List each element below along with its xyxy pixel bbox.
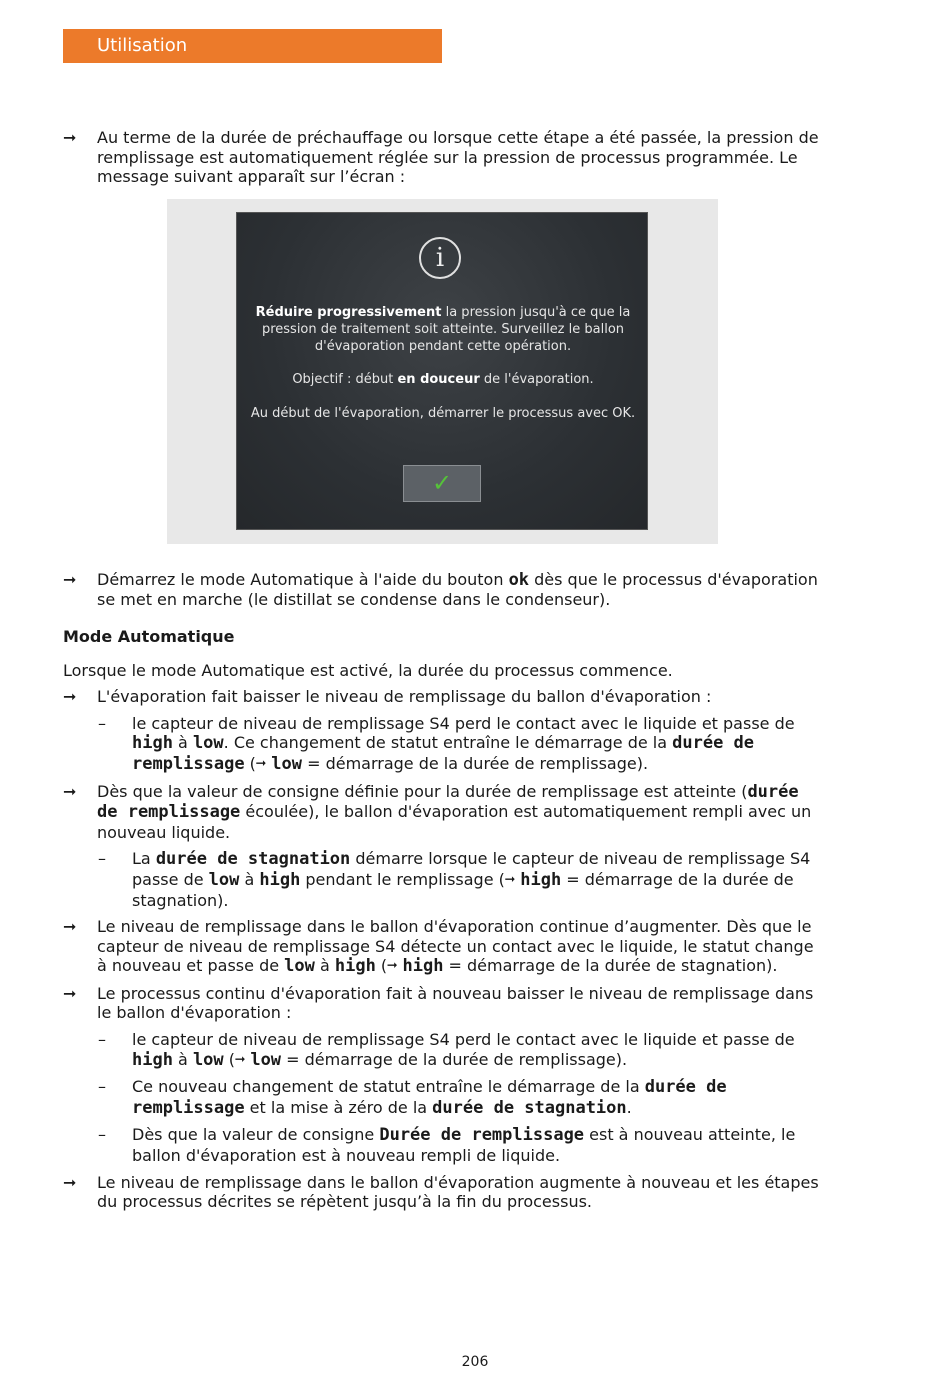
text: = démarrage de la durée de stagnation). bbox=[443, 956, 778, 976]
dash: – bbox=[98, 1125, 106, 1145]
checkmark-icon: ✓ bbox=[431, 468, 453, 497]
dash: – bbox=[98, 849, 106, 869]
text: est à nouveau atteinte, le ballon d'évaporation est à nouveau rempli de liquide. bbox=[132, 1125, 796, 1166]
term-high: high bbox=[259, 869, 301, 890]
text: le capteur de niveau de remplissage S4 perd le contact avec le liquide et passe de bbox=[132, 1030, 795, 1050]
term-low: low bbox=[192, 733, 224, 754]
arrow-icon: ➞ bbox=[63, 917, 77, 937]
term-low: low bbox=[250, 1049, 282, 1070]
substep bbox=[63, 1077, 823, 1118]
screen-bold-text: Réduire progressivement bbox=[255, 304, 442, 320]
term-fill: durée de remplissage bbox=[132, 1077, 727, 1118]
substep bbox=[63, 1030, 823, 1070]
text: Dès que la valeur de consigne bbox=[132, 1125, 380, 1145]
screen-text: Objectif : début bbox=[292, 371, 398, 387]
text: pendant le remplissage ( bbox=[300, 869, 505, 889]
text: L'évaporation fait baisser le niveau de remplissage du ballon d'évaporation : bbox=[97, 687, 712, 707]
dash: – bbox=[98, 713, 106, 733]
term-high: high bbox=[132, 733, 173, 754]
text: ( bbox=[375, 956, 388, 976]
step-5 bbox=[63, 1173, 823, 1212]
screen-text: pression de traitement soit atteinte. Surveillez le ballon bbox=[261, 321, 625, 337]
screen-bold-text: en douceur bbox=[397, 371, 480, 387]
text: . Ce changement de statut entraîne le démarrage de la bbox=[223, 733, 673, 753]
arrow-icon: ➞ bbox=[63, 1172, 77, 1192]
term-low: low bbox=[192, 1049, 224, 1070]
arrow-icon: ➞ bbox=[255, 753, 267, 774]
text: à bbox=[172, 733, 193, 753]
text: Démarrez le mode Automatique à l'aide du bouton bbox=[97, 569, 509, 589]
page-number: 206 bbox=[461, 1354, 489, 1370]
term-fill: durée de remplissage bbox=[132, 733, 755, 774]
arrow-icon: ➞ bbox=[63, 781, 77, 801]
term-high: high bbox=[334, 956, 376, 977]
step-start bbox=[63, 570, 823, 610]
text: La bbox=[132, 849, 156, 869]
arrow-icon: ➞ bbox=[504, 869, 516, 890]
arrow-icon: ➞ bbox=[63, 128, 77, 147]
term-high: high bbox=[520, 869, 562, 890]
text: Le processus continu d'évaporation fait à nouveau baisser le niveau de remplissage dans le ballon d'évaporation : bbox=[97, 983, 814, 1023]
text: Ce nouveau changement de statut entraîne le démarrage de la bbox=[132, 1077, 645, 1097]
info-icon: i bbox=[419, 237, 461, 279]
text: à bbox=[172, 1049, 193, 1069]
step-1 bbox=[63, 687, 823, 707]
screen-start-line: Au début de l'évaporation, démarrer le processus avec OK. bbox=[250, 405, 636, 421]
section-heading: Mode Automatique bbox=[63, 626, 235, 646]
text: ( bbox=[244, 753, 256, 773]
text: ( bbox=[223, 1049, 235, 1069]
text: et la mise à zéro de la bbox=[244, 1097, 433, 1117]
arrow-icon: ➞ bbox=[63, 569, 77, 589]
term-high: high bbox=[402, 956, 444, 977]
screenshot-figure bbox=[167, 199, 718, 544]
text: écoulée), le ballon d'évaporation est automatiquement rempli avec un nouveau liquide. bbox=[97, 802, 812, 842]
section-intro: Lorsque le mode Automatique est activé, la durée du processus commence. bbox=[63, 660, 673, 680]
term-fill: durée de remplissage bbox=[97, 781, 799, 823]
arrow-icon: ➞ bbox=[387, 956, 398, 977]
ok-button[interactable] bbox=[403, 465, 481, 502]
screen-objective bbox=[247, 371, 639, 388]
substep bbox=[63, 714, 823, 775]
page-content bbox=[63, 128, 823, 1219]
screen-message bbox=[247, 304, 639, 355]
term-low: low bbox=[284, 956, 315, 977]
ok-term: ok bbox=[508, 569, 530, 590]
device-screen bbox=[236, 212, 648, 530]
step-4-subs bbox=[63, 1030, 823, 1166]
term-stag: durée de stagnation bbox=[432, 1097, 627, 1118]
arrow-icon: ➞ bbox=[63, 687, 77, 707]
text: le capteur de niveau de remplissage S4 perd le contact avec le liquide et passe de bbox=[132, 713, 795, 733]
text: démarre lorsque le capteur de niveau de remplissage S4 passe de bbox=[132, 849, 811, 889]
dash: – bbox=[98, 1030, 106, 1050]
step-4 bbox=[63, 984, 823, 1023]
dash: – bbox=[98, 1077, 106, 1097]
text: à bbox=[314, 956, 335, 976]
text: Dès que la valeur de consigne définie pour la durée de remplissage est atteinte ( bbox=[97, 781, 748, 801]
step-3 bbox=[63, 917, 823, 977]
term-stag: durée de stagnation bbox=[155, 849, 351, 870]
step-1-sub bbox=[63, 714, 823, 775]
text: Le niveau de remplissage dans le ballon d'évaporation augmente à nouveau et les étapes du processus décrites se répètent jusqu’à la fin du processus. bbox=[97, 1172, 819, 1212]
substep bbox=[63, 849, 823, 910]
term-low: low bbox=[208, 869, 240, 890]
chapter-header bbox=[63, 29, 442, 63]
screen-text: d'évaporation pendant cette opération. bbox=[314, 338, 572, 354]
screen-text: la pression jusqu'à ce que la bbox=[441, 304, 631, 320]
text: à bbox=[239, 869, 260, 889]
step-intro bbox=[63, 128, 823, 187]
step-text: Au terme de la durée de préchauffage ou lorsque cette étape a été passée, la pression de remplissage est automatiquement réglée sur la pression de processus programmée. Le message suivant apparaît sur l’écran : bbox=[97, 128, 819, 187]
text: dès que le processus d'évaporation se met en marche (le distillat se condense dans le condenseur). bbox=[97, 569, 818, 610]
chapter-title: Utilisation bbox=[97, 35, 188, 56]
step-2 bbox=[63, 782, 823, 843]
term-fill: Durée de remplissage bbox=[379, 1125, 585, 1146]
arrow-icon: ➞ bbox=[63, 983, 77, 1003]
text: Le niveau de remplissage dans le ballon d'évaporation continue d’augmenter. Dès que le capteur de niveau de remplissage S4 détecte un contact avec le liquide, le statut change à nouveau et passe de bbox=[97, 917, 814, 976]
step-2-sub bbox=[63, 849, 823, 910]
term-low: low bbox=[271, 753, 302, 774]
text: . bbox=[626, 1097, 632, 1117]
text: = démarrage de la durée de stagnation). bbox=[132, 869, 794, 910]
screen-text: de l'évaporation. bbox=[479, 371, 594, 387]
text: = démarrage de la durée de remplissage). bbox=[281, 1049, 628, 1069]
text: = démarrage de la durée de remplissage). bbox=[301, 753, 649, 773]
arrow-icon: ➞ bbox=[234, 1049, 246, 1070]
term-high: high bbox=[132, 1049, 173, 1070]
substep bbox=[63, 1125, 823, 1165]
